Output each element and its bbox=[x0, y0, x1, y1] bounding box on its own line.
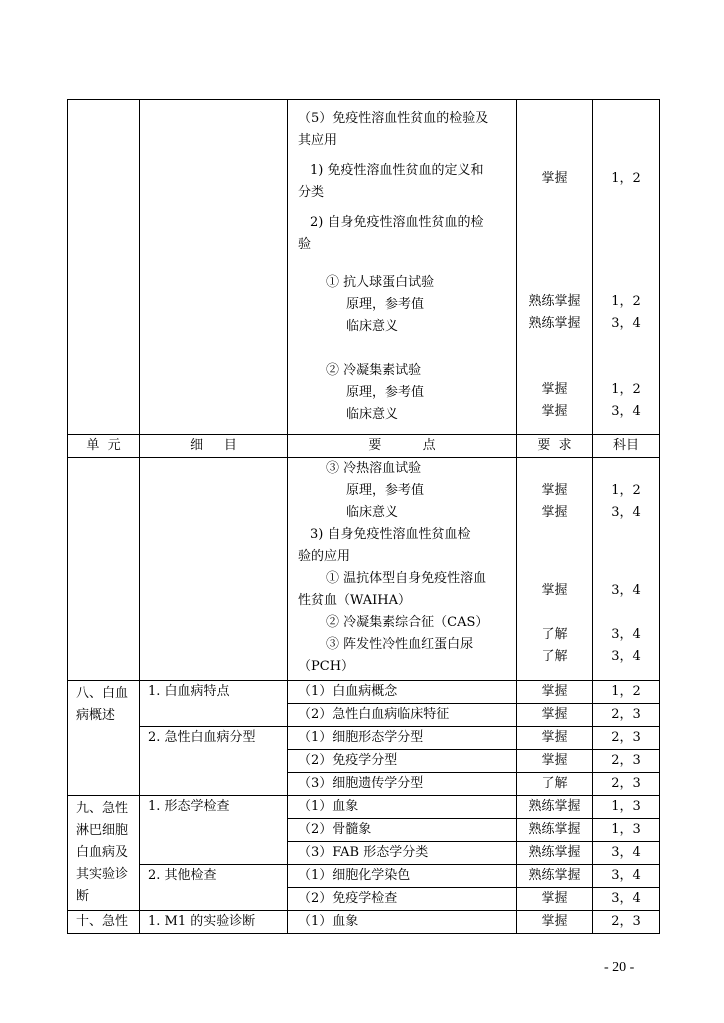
requirement-cell: 掌握 bbox=[517, 681, 593, 704]
unit-cell bbox=[68, 100, 140, 435]
point-line: 原理，参考值 bbox=[346, 385, 425, 400]
subject-cell: 2，3 bbox=[593, 773, 660, 796]
requirement-cell bbox=[517, 458, 593, 681]
subject-cell: 2，3 bbox=[593, 704, 660, 727]
detail-cell bbox=[140, 100, 288, 435]
subject-cell: 1，3 bbox=[593, 819, 660, 842]
point-line: ① 抗人球蛋白试验 bbox=[326, 275, 435, 290]
requirement-value: 掌握 bbox=[541, 505, 568, 520]
point-cell: （1）细胞化学染色 bbox=[288, 865, 517, 888]
point-line: 临床意义 bbox=[346, 407, 399, 422]
point-line: ② 冷凝集素综合征（CAS） bbox=[326, 615, 489, 630]
subject-value: 3，4 bbox=[611, 649, 641, 664]
point-line: 临床意义 bbox=[346, 505, 399, 520]
subject-cell: 3，4 bbox=[593, 888, 660, 911]
point-cell: （3）FAB 形态学分类 bbox=[288, 842, 517, 865]
point-line: 2) 自身免疫性溶血性贫血的检 bbox=[310, 215, 484, 230]
point-cell: （1）血象 bbox=[288, 796, 517, 819]
unit-cell bbox=[68, 458, 140, 681]
header-point: 要 点 bbox=[288, 435, 517, 458]
point-cell: （1）白血病概念 bbox=[288, 681, 517, 704]
detail-cell: 1. M1 的实验诊断 bbox=[140, 911, 288, 934]
point-line: ③ 冷热溶血试验 bbox=[326, 461, 422, 476]
point-cell: （2）免疫学检查 bbox=[288, 888, 517, 911]
point-line: 3) 自身免疫性溶血性贫血检 bbox=[310, 527, 471, 542]
detail-cell: 2. 其他检查 bbox=[140, 865, 288, 911]
requirement-value: 掌握 bbox=[541, 404, 568, 419]
table-row bbox=[68, 796, 660, 819]
requirement-cell: 熟练掌握 bbox=[517, 842, 593, 865]
header-row bbox=[68, 435, 660, 458]
point-line: （PCH） bbox=[298, 659, 355, 674]
page-number: - 20 - bbox=[604, 960, 635, 975]
point-line: 1) 免疫性溶血性贫血的定义和 bbox=[310, 163, 484, 178]
point-line: 临床意义 bbox=[346, 319, 399, 334]
detail-cell bbox=[140, 458, 288, 681]
requirement-value: 了解 bbox=[541, 649, 568, 664]
table-row bbox=[68, 727, 660, 750]
point-line: （5）免疫性溶血性贫血的检验及 bbox=[298, 111, 489, 126]
subject-value: 3，4 bbox=[611, 404, 641, 419]
subject-cell: 2，3 bbox=[593, 727, 660, 750]
requirement-value: 熟练掌握 bbox=[528, 316, 581, 331]
point-cell bbox=[288, 458, 517, 681]
requirement-cell: 熟练掌握 bbox=[517, 796, 593, 819]
requirement-value: 掌握 bbox=[541, 583, 568, 598]
requirement-cell: 掌握 bbox=[517, 750, 593, 773]
requirement-cell: 熟练掌握 bbox=[517, 865, 593, 888]
subject-value: 1，2 bbox=[611, 294, 641, 309]
point-cell: （1）细胞形态学分型 bbox=[288, 727, 517, 750]
point-cell: （1）血象 bbox=[288, 911, 517, 934]
detail-cell: 1. 白血病特点 bbox=[140, 681, 288, 727]
subject-cell: 2，3 bbox=[593, 750, 660, 773]
requirement-value: 掌握 bbox=[541, 483, 568, 498]
point-line: 原理，参考值 bbox=[346, 483, 425, 498]
header-subject: 科目 bbox=[593, 435, 660, 458]
requirement-cell bbox=[517, 100, 593, 435]
unit-cell: 九、急性淋巴细胞白血病及其实验诊断 bbox=[68, 796, 140, 911]
header-detail: 细 目 bbox=[140, 435, 288, 458]
subject-value: 3，4 bbox=[611, 583, 641, 598]
requirement-cell: 了解 bbox=[517, 773, 593, 796]
table-row bbox=[68, 458, 660, 681]
point-line: 其应用 bbox=[298, 133, 338, 148]
subject-cell bbox=[593, 100, 660, 435]
point-line: 性贫血（WAIHA） bbox=[298, 593, 411, 608]
detail-cell: 2. 急性白血病分型 bbox=[140, 727, 288, 796]
requirement-cell: 熟练掌握 bbox=[517, 819, 593, 842]
table-row bbox=[68, 865, 660, 888]
subject-value: 3，4 bbox=[611, 505, 641, 520]
point-line: ③ 阵发性冷性血红蛋白尿 bbox=[326, 637, 474, 652]
subject-value: 1，2 bbox=[611, 483, 641, 498]
point-line: 原理，参考值 bbox=[346, 297, 425, 312]
point-cell: （2）免疫学分型 bbox=[288, 750, 517, 773]
point-line: ② 冷凝集素试验 bbox=[326, 363, 422, 378]
point-line: 分类 bbox=[298, 185, 325, 200]
unit-cell: 八、白血病概述 bbox=[68, 681, 140, 796]
requirement-value: 熟练掌握 bbox=[528, 294, 581, 309]
requirement-cell: 掌握 bbox=[517, 888, 593, 911]
requirement-cell: 掌握 bbox=[517, 911, 593, 934]
requirement-value: 了解 bbox=[541, 627, 568, 642]
subject-value: 3，4 bbox=[611, 316, 641, 331]
point-line: 验的应用 bbox=[298, 549, 351, 564]
subject-value: 1，2 bbox=[611, 382, 641, 397]
table-row bbox=[68, 681, 660, 704]
subject-cell: 3，4 bbox=[593, 842, 660, 865]
requirement-value: 掌握 bbox=[541, 171, 568, 186]
header-requirement: 要 求 bbox=[517, 435, 593, 458]
header-unit: 单 元 bbox=[68, 435, 140, 458]
requirement-value: 掌握 bbox=[541, 382, 568, 397]
subject-value: 3，4 bbox=[611, 627, 641, 642]
point-line: 验 bbox=[298, 237, 312, 252]
subject-cell: 1，3 bbox=[593, 796, 660, 819]
point-cell: （2）骨髓象 bbox=[288, 819, 517, 842]
syllabus-table bbox=[67, 99, 660, 934]
subject-value: 1，2 bbox=[611, 171, 641, 186]
subject-cell: 2，3 bbox=[593, 911, 660, 934]
point-line: ① 温抗体型自身免疫性溶血 bbox=[326, 571, 487, 586]
table-row bbox=[68, 911, 660, 934]
requirement-cell: 掌握 bbox=[517, 704, 593, 727]
point-cell bbox=[288, 100, 517, 435]
subject-cell bbox=[593, 458, 660, 681]
requirement-cell: 掌握 bbox=[517, 727, 593, 750]
table-row bbox=[68, 100, 660, 435]
detail-cell: 1. 形态学检查 bbox=[140, 796, 288, 865]
point-cell: （3）细胞遗传学分型 bbox=[288, 773, 517, 796]
unit-cell: 十、急性 bbox=[68, 911, 140, 934]
subject-cell: 3，4 bbox=[593, 865, 660, 888]
point-cell: （2）急性白血病临床特征 bbox=[288, 704, 517, 727]
subject-cell: 1，2 bbox=[593, 681, 660, 704]
